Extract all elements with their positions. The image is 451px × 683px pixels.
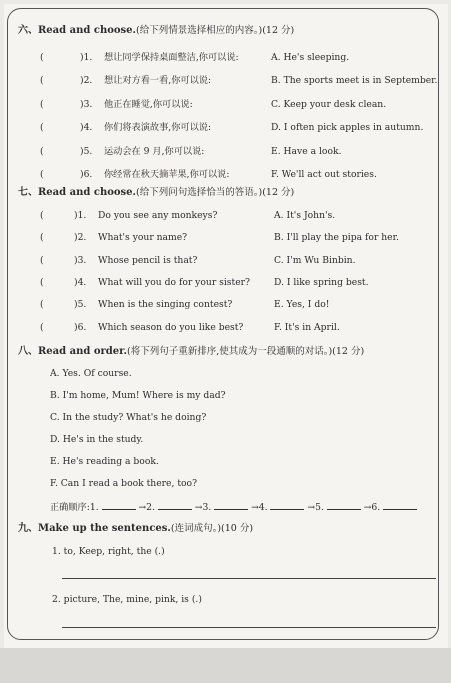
section-9-title — [18, 522, 253, 535]
option-text: C. Keep your desk clean. — [271, 98, 387, 110]
bottom-shadow — [0, 648, 451, 683]
situation-text: 想让同学保持桌面整洁,你可以说: — [104, 52, 239, 63]
section-7-title-en: 七、Read and choose. — [18, 187, 137, 198]
section-9-title-hint: (连词成句。)(10 分) — [170, 523, 254, 534]
option-text: B. The sports meet is in September. — [271, 75, 438, 87]
situation-text: 想让对方看一看,你可以说: — [104, 75, 212, 87]
option-text: E. Have a look. — [271, 145, 342, 157]
answer-paren-open[interactable]: ( — [40, 232, 44, 244]
question-text: Whose pencil is that? — [98, 254, 198, 266]
order-step-2: →2. — [138, 502, 155, 513]
situation-text: 运动会在 9 月,你可以说: — [104, 145, 205, 157]
item-number: )3. — [80, 98, 93, 110]
order-blank-1[interactable] — [102, 499, 136, 510]
option-text: E. Yes, I do! — [274, 299, 330, 311]
situation-row — [0, 98, 451, 112]
sentence-item-1: 1. to, Keep, right, the (.) — [52, 546, 165, 557]
question-text: What's your name? — [98, 232, 188, 244]
situation-row — [0, 74, 451, 88]
dialogue-line-e: E. He's reading a book. — [50, 456, 159, 467]
item-number: )4. — [74, 276, 87, 288]
answer-paren-open[interactable]: ( — [40, 321, 44, 333]
question-row — [0, 231, 451, 245]
order-answer-row — [50, 499, 417, 515]
order-blank-3[interactable] — [214, 499, 248, 510]
dialogue-line-f: F. Can I read a book there, too? — [50, 478, 198, 489]
order-blank-2[interactable] — [158, 499, 192, 510]
answer-paren-open[interactable]: ( — [40, 75, 44, 87]
answer-paren-open[interactable]: ( — [40, 276, 44, 288]
section-8-title — [18, 345, 364, 358]
dialogue-line-d: D. He's in the study. — [50, 434, 144, 445]
question-row — [0, 298, 451, 312]
dialogue-line-a: A. Yes. Of course. — [50, 368, 132, 379]
answer-paren-open[interactable]: ( — [40, 210, 44, 221]
question-text: When is the singing contest? — [98, 299, 233, 311]
order-step-3: →3. — [194, 502, 212, 513]
answer-line-2[interactable] — [62, 627, 436, 628]
situation-row — [0, 145, 451, 159]
situation-text: 他正在睡觉,你可以说: — [104, 98, 193, 110]
item-number: )5. — [80, 145, 93, 157]
section-6-title — [18, 24, 294, 37]
section-8-title-en: 八、Read and order. — [18, 346, 127, 357]
order-step-6: →6. — [363, 502, 381, 513]
option-text: D. I often pick apples in autumn. — [271, 122, 424, 134]
order-blank-4[interactable] — [270, 499, 304, 510]
item-number: )2. — [80, 75, 93, 87]
section-6-title-hint: (给下列情景选择相应的内容。)(12 分) — [136, 25, 295, 36]
question-row — [0, 276, 451, 290]
answer-paren-open[interactable]: ( — [40, 122, 44, 134]
answer-paren-open[interactable]: ( — [40, 169, 44, 180]
question-row — [0, 321, 451, 335]
order-step-4: →4. — [251, 502, 268, 513]
situation-text: 你经常在秋天摘苹果,你可以说: — [104, 169, 230, 180]
answer-paren-open[interactable]: ( — [40, 299, 44, 311]
question-text: Which season do you like best? — [98, 321, 244, 333]
order-step-5: →5. — [307, 502, 324, 513]
item-number: )4. — [80, 122, 93, 134]
option-text: C. I'm Wu Binbin. — [274, 254, 356, 266]
option-text: A. He's sleeping. — [271, 52, 350, 63]
answer-paren-open[interactable]: ( — [40, 145, 44, 157]
section-7-title-hint: (给下列问句选择恰当的答语。)(12 分) — [136, 187, 295, 198]
situation-text: 你们将表演故事,你可以说: — [104, 122, 212, 134]
answer-line-1[interactable] — [62, 578, 436, 579]
situation-row — [0, 51, 451, 65]
section-8-title-hint: (将下列句子重新排序,使其成为一段通顺的对话。)(12 分) — [126, 346, 365, 357]
item-number: )1. — [80, 52, 93, 63]
option-text: D. I like spring best. — [274, 276, 369, 288]
answer-paren-open[interactable]: ( — [40, 52, 44, 63]
section-6-title-en: 六、Read and choose. — [18, 25, 137, 36]
question-text: What will you do for your sister? — [98, 276, 250, 288]
option-text: F. We'll act out stories. — [271, 169, 377, 180]
item-number: )5. — [74, 299, 87, 311]
section-9-title-en: 九、Make up the sentences. — [18, 523, 171, 534]
question-text: Do you see any monkeys? — [98, 210, 218, 221]
item-number: )3. — [74, 254, 87, 266]
dialogue-line-b: B. I'm home, Mum! Where is my dad? — [50, 390, 226, 401]
item-number: )6. — [80, 169, 93, 180]
option-text: F. It's in April. — [274, 321, 340, 333]
question-row — [0, 209, 451, 223]
section-7-title — [18, 186, 294, 199]
situation-row — [0, 168, 451, 182]
answer-paren-open[interactable]: ( — [40, 254, 44, 266]
dialogue-line-c: C. In the study? What's he doing? — [50, 412, 207, 423]
item-number: )6. — [74, 321, 87, 333]
item-number: )1. — [74, 210, 87, 221]
order-blank-5[interactable] — [327, 499, 361, 510]
order-blank-6[interactable] — [383, 499, 417, 510]
situation-row — [0, 121, 451, 135]
question-row — [0, 254, 451, 268]
option-text: A. It's John's. — [274, 210, 336, 221]
answer-paren-open[interactable]: ( — [40, 98, 44, 110]
item-number: )2. — [74, 232, 87, 244]
option-text: B. I'll play the pipa for her. — [274, 232, 399, 244]
order-label: 正确顺序:1. — [50, 502, 99, 513]
sentence-item-2: 2. picture, The, mine, pink, is (.) — [52, 594, 202, 605]
